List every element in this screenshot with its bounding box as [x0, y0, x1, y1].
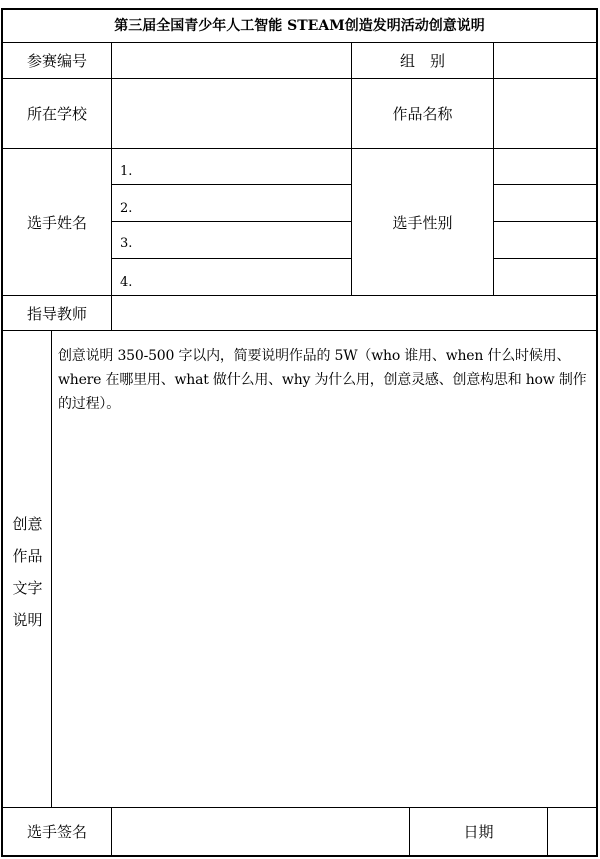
section-label-line-2: 作品	[12, 547, 43, 565]
section-label-line-1: 创意	[12, 515, 43, 533]
rule	[111, 258, 351, 259]
group-field[interactable]	[494, 43, 596, 78]
school-field[interactable]	[112, 79, 351, 148]
player-name-label: 选手姓名	[26, 213, 87, 232]
entry-number-field[interactable]	[112, 43, 351, 78]
form-title: 第三届全国青少年人工智能 STEAM创造发明活动创意说明	[114, 18, 485, 34]
description-text: 创意说明 350-500 字以内，简要说明作品的 5W（who 谁用、when 什么时候用、where 在哪里用、what 做什么用、why 为什么用，创意灵感、创意构思和 how 制作的过程）。	[58, 348, 587, 412]
player-signature-label: 选手签名	[26, 823, 87, 841]
rule	[111, 221, 351, 222]
section-label-line-3: 文字	[12, 579, 43, 597]
player-signature-field[interactable]	[112, 808, 409, 855]
school-label: 所在学校	[26, 105, 87, 123]
teacher-label: 指导教师	[26, 304, 87, 323]
date-field[interactable]	[548, 808, 596, 855]
name-slot-2: 2.	[120, 201, 133, 216]
creative-description-form	[1, 8, 598, 857]
name-slot-4: 4.	[120, 275, 133, 290]
rule	[493, 258, 596, 259]
entry-number-label: 参赛编号	[26, 52, 87, 70]
rule	[493, 221, 596, 222]
rule	[111, 184, 351, 185]
player-gender-label: 选手性别	[392, 213, 453, 232]
section-label	[3, 508, 52, 636]
work-name-field[interactable]	[494, 79, 596, 148]
teacher-field[interactable]	[112, 296, 596, 330]
name-slot-1: 1.	[120, 164, 133, 179]
section-label-line-4: 说明	[12, 611, 43, 629]
rule	[3, 330, 596, 331]
rule	[493, 184, 596, 185]
date-label: 日期	[463, 823, 494, 841]
group-label: 组 别	[399, 52, 445, 70]
name-slot-3: 3.	[120, 236, 133, 251]
work-name-label: 作品名称	[392, 105, 453, 123]
